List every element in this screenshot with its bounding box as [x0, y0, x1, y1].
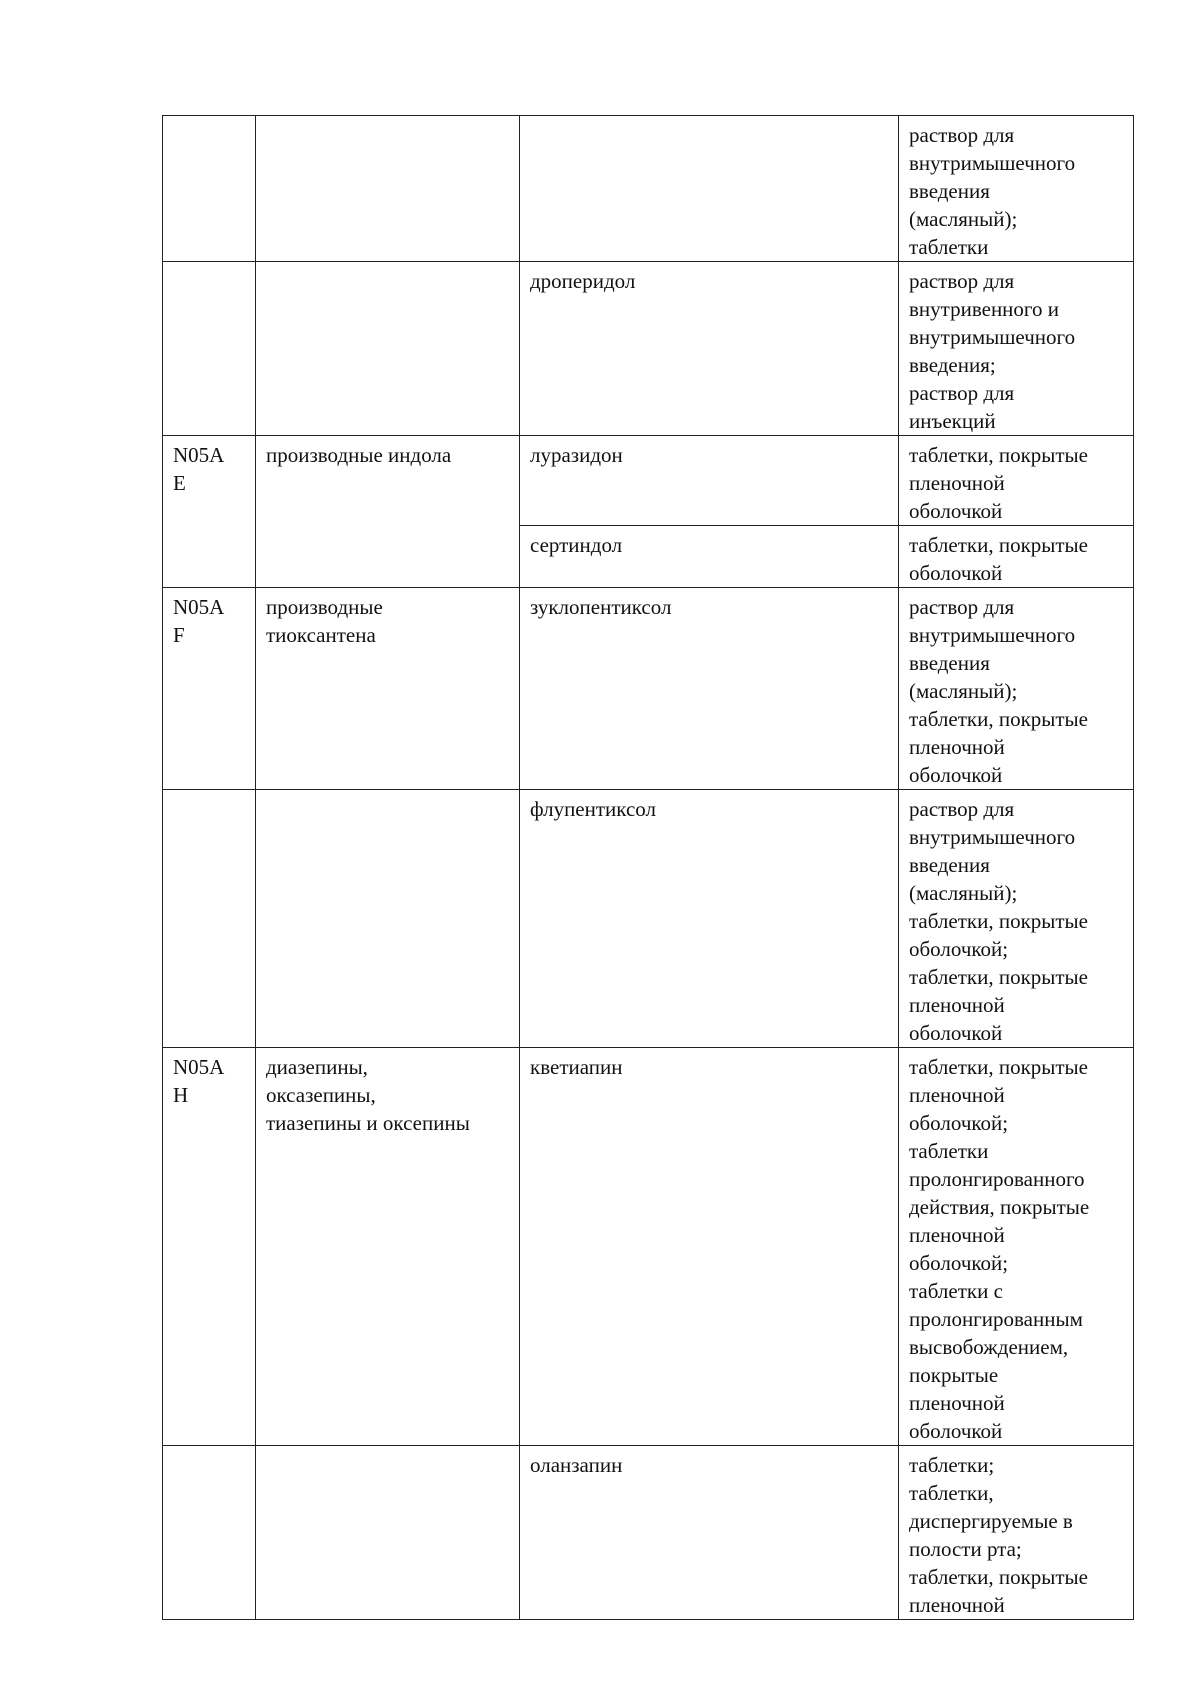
cell-line: пролонгированным — [909, 1307, 1083, 1331]
drug-cell: кветиапин — [520, 1048, 899, 1446]
dosage-forms-cell — [899, 588, 1134, 790]
group-cell — [256, 1446, 520, 1620]
group-cell — [256, 116, 520, 262]
table-row — [163, 588, 1134, 790]
dosage-forms-cell — [899, 526, 1134, 588]
cell-line: введения; — [909, 353, 996, 377]
cell-line: оболочкой — [909, 763, 1003, 787]
cell-line: (масляный); — [909, 207, 1018, 231]
cell-line: оболочкой; — [909, 937, 1009, 961]
cell-line: оксазепины, — [266, 1083, 376, 1107]
dosage-forms-cell — [899, 116, 1134, 262]
cell-line: введения — [909, 853, 990, 877]
group-cell — [256, 1048, 520, 1446]
cell-line: раствор для — [909, 381, 1015, 405]
cell-line: раствор для — [909, 797, 1015, 821]
cell-line: внутривенного и — [909, 297, 1059, 321]
cell-line: внутримышечного — [909, 325, 1076, 349]
cell-line: введения — [909, 651, 990, 675]
cell-line: таблетки, покрытые — [909, 443, 1088, 467]
atc-code-cell — [163, 436, 256, 588]
cell-line: пленочной — [909, 1593, 1005, 1617]
drug-cell: флупентиксол — [520, 790, 899, 1048]
table-row — [163, 1446, 1134, 1620]
atc-code-cell — [163, 588, 256, 790]
cell-line: E — [173, 471, 186, 495]
table-row — [163, 116, 1134, 262]
drug-cell: дроперидол — [520, 262, 899, 436]
cell-line: внутримышечного — [909, 623, 1076, 647]
drug-cell: зуклопентиксол — [520, 588, 899, 790]
cell-line: F — [173, 623, 185, 647]
group-cell — [256, 588, 520, 790]
cell-line: оболочкой — [909, 499, 1003, 523]
group-cell — [256, 262, 520, 436]
cell-line: оболочкой — [909, 1419, 1003, 1443]
cell-line: диазепины, — [266, 1055, 368, 1079]
drug-cell: оланзапин — [520, 1446, 899, 1620]
dosage-forms-cell — [899, 1048, 1134, 1446]
cell-line: таблетки, покрытые — [909, 1055, 1088, 1079]
cell-line: пленочной — [909, 471, 1005, 495]
cell-line: введения — [909, 179, 990, 203]
cell-line: пролонгированного — [909, 1167, 1085, 1191]
group-cell — [256, 790, 520, 1048]
cell-line: пленочной — [909, 735, 1005, 759]
cell-line: таблетки, покрытые — [909, 909, 1088, 933]
cell-line: диспергируемые в — [909, 1509, 1073, 1533]
cell-line: производные индола — [266, 443, 452, 467]
table-row — [163, 436, 1134, 526]
cell-line: внутримышечного — [909, 151, 1076, 175]
cell-line: таблетки, покрытые — [909, 965, 1088, 989]
cell-line: таблетки — [909, 235, 989, 259]
dosage-forms-cell — [899, 436, 1134, 526]
atc-code-cell — [163, 116, 256, 262]
cell-line: (масляный); — [909, 881, 1018, 905]
dosage-forms-cell — [899, 790, 1134, 1048]
cell-line: N05A — [173, 443, 225, 467]
drug-cell: сертиндол — [520, 526, 899, 588]
cell-line: раствор для — [909, 123, 1015, 147]
cell-line: таблетки, — [909, 1481, 994, 1505]
dosage-forms-cell — [899, 1446, 1134, 1620]
cell-line: таблетки с — [909, 1279, 1003, 1303]
dosage-forms-cell — [899, 262, 1134, 436]
cell-line: инъекций — [909, 409, 996, 433]
atc-code-cell — [163, 1048, 256, 1446]
drug-cell: луразидон — [520, 436, 899, 526]
cell-line: N05A — [173, 1055, 225, 1079]
cell-line: оболочкой; — [909, 1251, 1009, 1275]
drug-table — [162, 115, 1134, 1620]
cell-line: тиазепины и оксепины — [266, 1111, 470, 1135]
cell-line: раствор для — [909, 269, 1015, 293]
cell-line: таблетки, покрытые — [909, 1565, 1088, 1589]
drug-cell — [520, 116, 899, 262]
cell-line: таблетки; — [909, 1453, 995, 1477]
cell-line: пленочной — [909, 1083, 1005, 1107]
cell-line: производные — [266, 595, 383, 619]
cell-line: внутримышечного — [909, 825, 1076, 849]
cell-line: высвобождением, — [909, 1335, 1069, 1359]
cell-line: полости рта; — [909, 1537, 1022, 1561]
cell-line: оболочкой — [909, 561, 1003, 585]
table-row — [163, 262, 1134, 436]
cell-line: тиоксантена — [266, 623, 376, 647]
cell-line: раствор для — [909, 595, 1015, 619]
cell-line: пленочной — [909, 1391, 1005, 1415]
cell-line: действия, покрытые — [909, 1195, 1090, 1219]
cell-line: покрытые — [909, 1363, 999, 1387]
cell-line: N05A — [173, 595, 225, 619]
cell-line: таблетки, покрытые — [909, 533, 1088, 557]
atc-code-cell — [163, 262, 256, 436]
cell-line: таблетки, покрытые — [909, 707, 1088, 731]
group-cell — [256, 436, 520, 588]
table-row — [163, 1048, 1134, 1446]
cell-line: пленочной — [909, 993, 1005, 1017]
atc-code-cell — [163, 1446, 256, 1620]
cell-line: пленочной — [909, 1223, 1005, 1247]
cell-line: оболочкой; — [909, 1111, 1009, 1135]
atc-code-cell — [163, 790, 256, 1048]
cell-line: оболочкой — [909, 1021, 1003, 1045]
cell-line: (масляный); — [909, 679, 1018, 703]
cell-line: H — [173, 1083, 189, 1107]
cell-line: таблетки — [909, 1139, 989, 1163]
table-row — [163, 790, 1134, 1048]
